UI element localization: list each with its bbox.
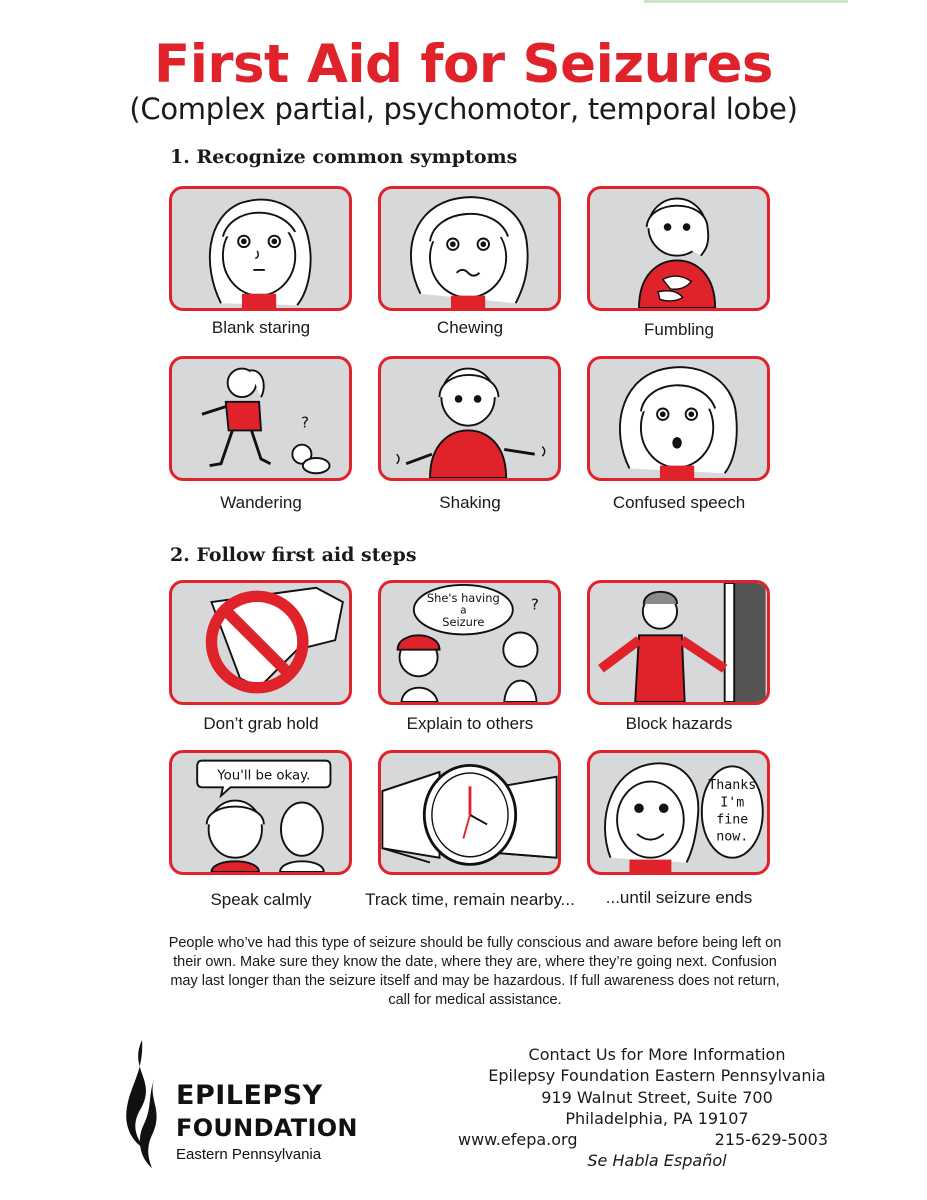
caption-block-hazards: Block hazards [625,714,733,733]
caption-confused-speech: Confused speech [612,493,746,512]
wandering-person-icon [169,356,352,481]
bubble-text-thanks: Thanks [708,778,757,794]
speak-calmly-icon [169,750,352,875]
contact-heading: Contact Us for More Information [528,1045,786,1064]
caption-explain-to-others: Explain to others [406,714,534,733]
caption-blank-staring: Blank staring [211,318,311,337]
no-grab-hand-icon [169,580,352,705]
caption-dont-grab-hold: Don’t grab hold [203,714,319,733]
section-heading-symptoms: 1. Recognize common symptoms [170,146,518,168]
wristwatch-icon [378,750,561,875]
caption-wandering: Wandering [220,493,302,512]
caption-speak-calmly: Speak calmly [210,890,312,909]
caption-until-seizure-ends: ...until seizure ends [605,888,753,907]
page-title: First Aid for Seizures [154,34,773,95]
contact-city: Philadelphia, PA 19107 [565,1108,749,1128]
shaking-person-icon [378,356,561,481]
svg-text:now.: now. [716,829,749,845]
epilepsy-foundation-logo [118,1040,388,1170]
svg-text:Seizure: Seizure [442,614,485,629]
guidance-paragraph: People who’ve had this type of seizure should be fully conscious and aware before being left on their own. Make sure they know the date, where they are, where they’re going next. Confusion may last longer than the seizure itself and may be hazardous. If full awareness does not return, call for medical assistance. [168,935,782,1008]
contact-address: 919 Walnut Street, Suite 700 [541,1087,773,1107]
chewing-face-icon [378,186,561,311]
spanish-note: Se Habla Español [587,1151,727,1171]
svg-text:fine: fine [716,812,749,828]
contact-web-phone-row [452,1129,862,1150]
logo-line-3: Eastern Pennsylvania [176,1146,322,1163]
website-link[interactable]: www.efepa.org [458,1130,578,1150]
caption-track-time: Track time, remain nearby... [365,890,575,909]
section-heading-first-aid: 2. Follow first aid steps [170,544,417,566]
top-edge-strip [644,0,848,3]
block-door-icon [587,580,770,705]
bubble-text-calm: You'll be okay. [217,768,311,784]
logo-line-2: FOUNDATION [176,1114,358,1142]
fumbling-hands-icon [587,186,770,311]
svg-text:?: ? [300,413,310,432]
flame-logo-icon [118,1040,170,1168]
svg-text:I'm: I'm [720,795,745,811]
svg-text:a: a [460,604,467,617]
blank-stare-face-icon [169,186,352,311]
caption-shaking: Shaking [439,493,501,512]
logo-line-1: EPILEPSY [176,1080,323,1111]
explain-bubble-icon [378,580,561,705]
caption-fumbling: Fumbling [644,320,714,339]
caption-chewing: Chewing [436,318,504,337]
contact-org: Epilepsy Foundation Eastern Pennsylvania [488,1066,826,1086]
svg-text:?: ? [530,595,539,614]
confused-face-icon [587,356,770,481]
contact-block [452,1044,862,1171]
recovered-face-icon [587,750,770,875]
phone-number: 215-629-5003 [714,1130,828,1150]
bubble-text-explain: She's having [426,591,500,606]
page-subtitle: (Complex partial, psychomotor, temporal lobe) [129,92,798,126]
